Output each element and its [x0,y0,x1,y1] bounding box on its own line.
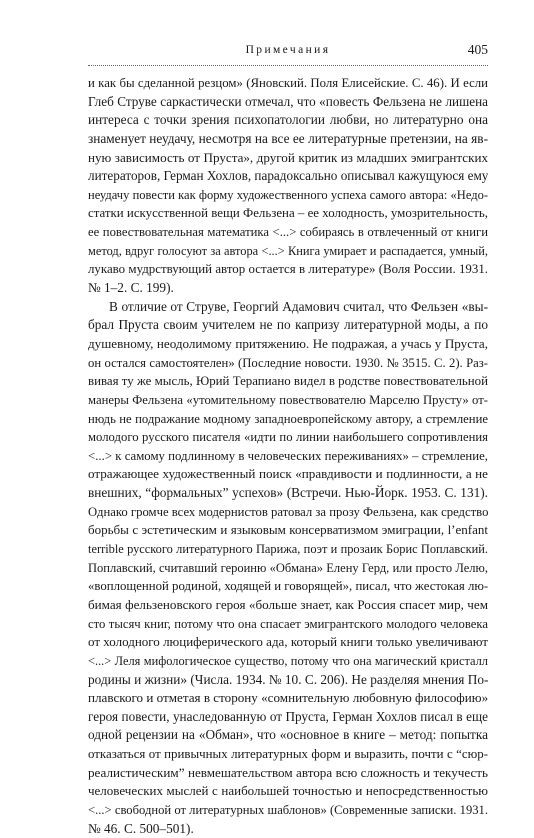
text-line: ную зависимость от Пруста», другой критик из младших эмигрантских [88,149,488,165]
text-line: литераторов, Герман Хохлов, парадоксально описывал кажущуюся ему [88,168,488,184]
text-line: В отличие от Струве, Георгий Адамович считал, что Фельзен «вы- [109,298,488,314]
text-line: нюдь не подражание модному западноевропейскому автору, а стремление [88,411,488,426]
text-line: неудачу повести как форму художественного успеха самого автора: «Недо- [88,187,488,202]
text-line: интереса с точки зрения психопатологии любви, но литературно она [88,112,488,128]
text-line: и как бы сделанной резцом» (Яновский. Поля Елисейские. С. 46). И если [88,76,488,90]
running-header [88,40,488,70]
paragraph [88,298,488,838]
page-number: 405 [467,42,488,57]
text-line: Глеб Струве саркастически отмечал, что «повесть Фельзена не лишена [88,93,488,109]
text-line: бимая фельзеновского героя «больше знает, как Россия спасет мир, чем [88,596,488,612]
text-line: лукаво мудрствующий автор остается в литературе» (Воля России. 1931. [88,262,488,277]
paragraph [88,74,488,298]
text-line: статки искусственной вещи Фельзена – ее холодность, умозрительность, [88,206,488,221]
text-line: реалистическим” невмешательством автора всю сложность и текучесть [88,764,488,780]
text-line: от холодного люциферического ада, который книги только увеличивают [88,634,488,650]
text-line: душевному, неодолимому притяжению. Не подражая, а учась у Пруста, [88,335,488,351]
text-line: борьбы с эстетическим и языковым консерватизмом эмиграции, l’enfant [88,522,488,538]
running-header-title: Примечания [245,44,331,56]
text-line: манеры Фельзена «утомительному повествователю Марселю Прусту» от- [88,392,488,407]
text-line: вивая ту же мысль, Юрий Терапиано видел в родстве повествовательной [88,374,488,389]
text-line: родины и жизни» (Числа. 1934. № 10. С. 206). Не разделяя мнения По- [88,671,488,687]
text-line: молодого русского писателя «идти по линии наибольшего сопротивления [88,430,488,445]
notes-body [88,74,488,838]
text-line: героя повести, унаследованную от Пруста, Герман Хохлов писал в еще [88,708,488,724]
text-line: ее повествовательная математика <...> собираясь в отвлеченный от книги [88,225,488,240]
text-line: terrible русского литературного Парижа, поэт и прозаик Борис Поплавский. [88,542,488,557]
text-line: Однако громче всех модернистов ратовал за прозу Фельзена, как средство [88,504,488,519]
header-dotted-rule [88,65,488,66]
text-line: <...> к самому подлинному в человеческих переживаниях» – стремление, [88,448,488,463]
text-line: плавского и отметая в сторону «сомнительную любовную философию» [88,690,488,706]
text-line: знаменует неудачу, несмотря на все ее литературные претензии, на яв- [88,130,488,146]
text-line: внешних, “формальных” успехов» (Встречи. Нью-Йорк. 1953. С. 131). [88,485,488,501]
text-line: сто тысяч книг, потому что она спасает эмигрантского молодого человека [88,616,488,631]
text-line: Поплавский, считавший героиню «Обмана» Елену Герд, или просто Лелю, [88,560,488,575]
text-line: <...> Леля мифологическое существо, потому что она магический кристалл [88,653,488,668]
text-line: он остался самостоятелен» (Последние новости. 1930. № 3515. С. 2). Раз- [88,355,488,370]
text-line: № 46. С. 500–501). [88,820,194,836]
text-line: отражающее художественный поиск «правдивости и подлинности, а не [88,466,488,482]
text-line: брал Пруста своим учителем не по капризу литературной моды, а по [88,317,488,333]
text-line: метод, вдруг голосуют за автора <...> Книга умирает и распадается, умный, [88,243,488,258]
text-line: № 1–2. С. 199). [88,280,174,296]
text-line: одной рецензии на «Обман», что «основное в книге – метод: попытка [88,727,488,743]
text-line: <...> свободной от литературных шаблонов» (Современные записки. 1931. [88,802,488,817]
text-line: «воплощенной родиной, ходящей и говорящей», писал, что жестокая лю- [88,579,488,594]
text-line: человеческих мыслей с наибольшей точностью и непосредственностью [88,783,488,799]
text-line: отказаться от привычных литературных форм и выразить, почти с “сюр- [88,747,488,762]
